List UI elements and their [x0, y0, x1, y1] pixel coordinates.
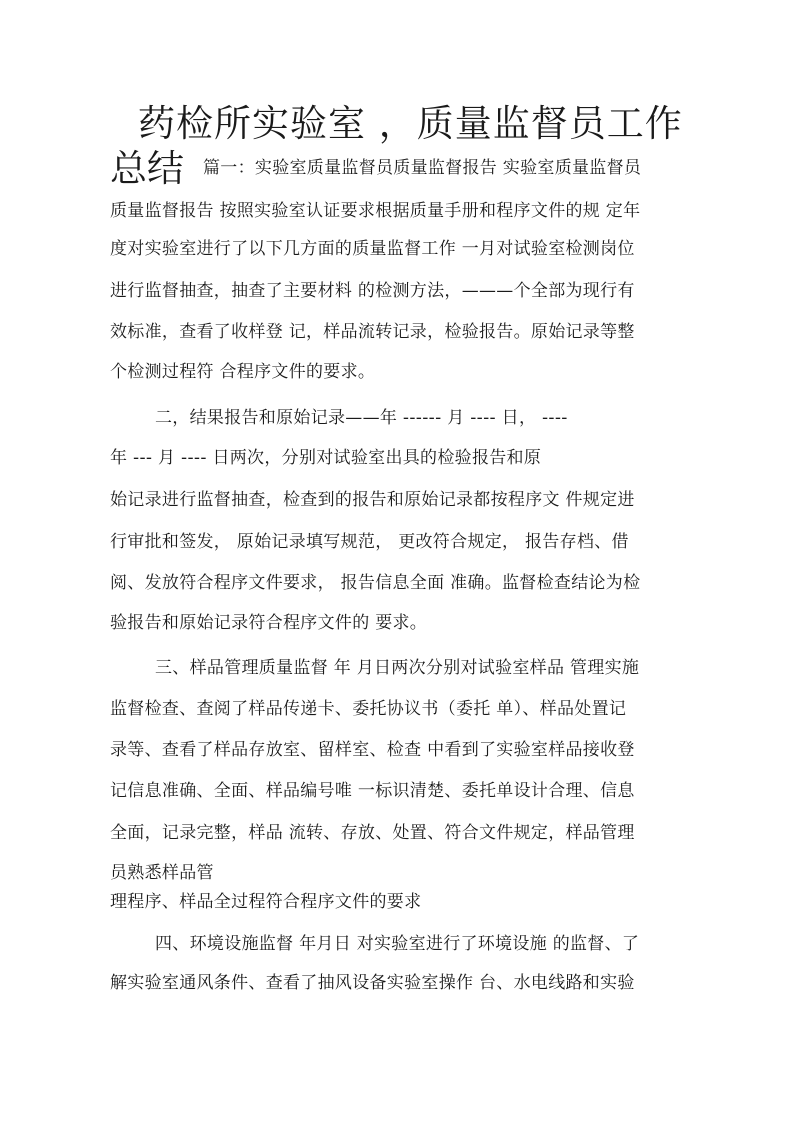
body-line-15: 录等、查看了样品存放室、留样室、检查 中看到了实验室样品接收登 — [110, 740, 635, 760]
body-line-12: 验报告和原始记录符合程序文件的 要求。 — [110, 613, 428, 633]
body-line-7: 二，结果报告和原始记录——年 ------ 月 ---- 日， ---- — [155, 408, 568, 428]
body-line-8: 年 --- 月 ---- 日两次，分别对试验室出具的检验报告和原 — [110, 448, 542, 468]
body-line-6: 个检测过程符 合程序文件的要求。 — [110, 362, 376, 382]
body-line-17: 全面，记录完整，样品 流转、存放、处置、符合文件规定，样品管理 — [110, 823, 635, 843]
body-line-3: 度对实验室进行了以下几方面的质量监督工作 一月对试验室检测岗位 — [110, 239, 635, 259]
body-line-11: 阅、发放符合程序文件要求， 报告信息全面 准确。监督检查结论为检 — [110, 573, 641, 593]
body-line-2: 质量监督报告 按照实验室认证要求根据质量手册和程序文件的规 定年 — [110, 201, 641, 221]
document-title-line-2: 总结 — [110, 147, 184, 190]
body-line-16: 记信息准确、全面、样品编号唯 一标识清楚、委托单设计合理、信息 — [110, 781, 635, 801]
body-line-1: 篇一：实验室质量监督员质量监督报告 实验室质量监督员 — [203, 158, 642, 178]
body-line-14: 监督检查、查阅了样品传递卡、委托协议书（委托 单）、样品处置记 — [110, 699, 627, 719]
body-line-20: 四、环境设施监督 年月日 对实验室进行了环境设施 的监督、了 — [155, 934, 640, 954]
body-line-21: 解实验室通风条件、查看了抽风设备实验室操作 台、水电线路和实验 — [110, 973, 635, 993]
body-line-5: 效标准，查看了收样登 记，样品流转记录，检验报告。原始记录等整 — [110, 322, 635, 342]
body-line-9: 始记录进行监督抽查，检查到的报告和原始记录都按程序文 件规定进 — [110, 490, 635, 510]
body-line-4: 进行监督抽查，抽查了主要材料 的检测方法，———个全部为现行有 — [110, 281, 635, 301]
body-line-13: 三、样品管理质量监督 年 月日两次分别对试验室样品 管理实施 — [155, 658, 640, 678]
body-line-10: 行审批和签发， 原始记录填写规范， 更改符合规定， 报告存档、借 — [110, 532, 629, 552]
body-line-19: 理程序、样品全过程符合程序文件的要求 — [110, 892, 422, 912]
document-title-line-1: 药检所实验室 ，质量监督员工作 — [138, 102, 683, 145]
body-line-18: 员熟悉样品管 — [110, 863, 214, 883]
